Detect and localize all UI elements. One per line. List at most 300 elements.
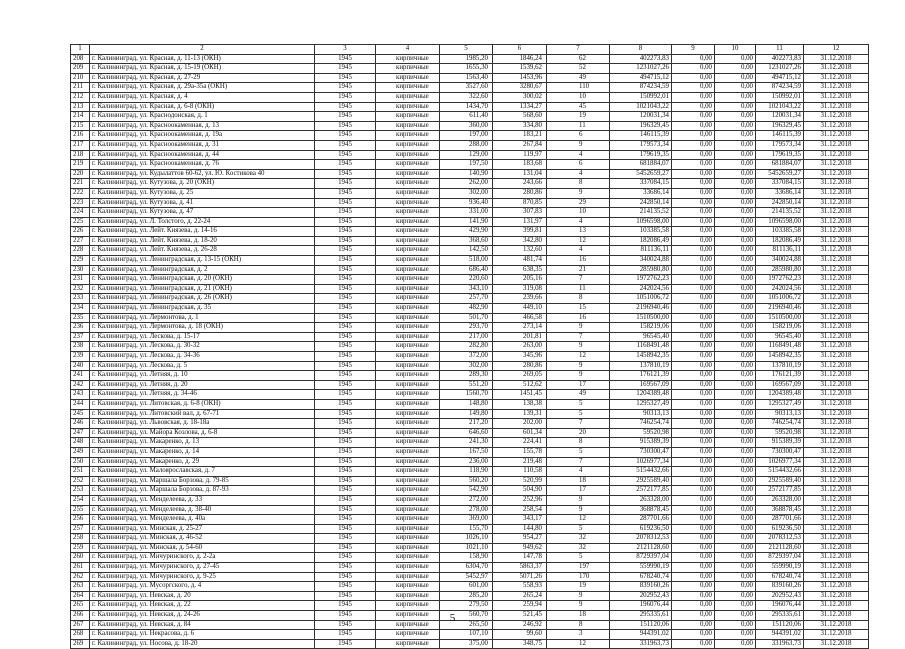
table-cell: 31.12.2018 xyxy=(804,572,869,582)
table-cell: 343,10 xyxy=(440,284,493,294)
table-cell: 402273,83 xyxy=(610,54,672,64)
table-cell: 1945 xyxy=(315,160,376,170)
table-cell: 0,00 xyxy=(672,236,715,246)
table-cell: 1945 xyxy=(315,294,376,304)
table-cell: 2925589,40 xyxy=(756,476,804,486)
table-row xyxy=(71,294,869,304)
table-cell: 33686,14 xyxy=(756,188,804,198)
table-cell: 619236,50 xyxy=(756,524,804,534)
table-cell: 10 xyxy=(547,208,610,218)
table-cell: 210 xyxy=(71,73,90,83)
table-cell: 265,50 xyxy=(440,620,493,630)
table-cell: 31.12.2018 xyxy=(804,294,869,304)
table-cell: 319,08 xyxy=(493,284,547,294)
table-cell: 31.12.2018 xyxy=(804,457,869,467)
table-cell: 260 xyxy=(71,553,90,563)
table-cell: 1945 xyxy=(315,371,376,381)
table-cell: 263328,00 xyxy=(610,495,672,505)
table-cell: 32 xyxy=(547,534,610,544)
table-row xyxy=(71,457,869,467)
table-cell: 7 xyxy=(547,275,610,285)
table-cell: 1560,70 xyxy=(440,390,493,400)
table-cell: г. Калининград, ул. Красноокаменная, д. 19а xyxy=(90,131,315,141)
table-cell: 1204389,48 xyxy=(610,390,672,400)
table-cell: 257,70 xyxy=(440,294,493,304)
table-cell: 0,00 xyxy=(715,140,756,150)
table-cell: 542,90 xyxy=(440,486,493,496)
table-cell: 429,90 xyxy=(440,227,493,237)
table-cell: 31.12.2018 xyxy=(804,620,869,630)
table-cell: кирпичные xyxy=(376,179,440,189)
table-cell: 368878,45 xyxy=(756,505,804,515)
table-cell: 221 xyxy=(71,179,90,189)
table-cell: 280,86 xyxy=(493,361,547,371)
table-cell: 225 xyxy=(71,217,90,227)
table-cell: 9 xyxy=(547,342,610,352)
table-cell: 13 xyxy=(547,227,610,237)
table-cell: 9 xyxy=(547,601,610,611)
table-row xyxy=(71,208,869,218)
table-cell: 219 xyxy=(71,160,90,170)
table-cell: 1458942,35 xyxy=(756,352,804,362)
table-cell: 8 xyxy=(547,438,610,448)
table-cell: 375,00 xyxy=(440,639,493,649)
table-cell: 17 xyxy=(547,486,610,496)
table-cell: 31.12.2018 xyxy=(804,352,869,362)
column-header: 8 xyxy=(610,45,672,55)
table-cell: 340024,88 xyxy=(610,256,672,266)
table-cell: 0,00 xyxy=(672,467,715,477)
table-cell: 0,00 xyxy=(672,246,715,256)
table-cell: г. Калининград, ул. Макаренко, д. 13 xyxy=(90,438,315,448)
table-cell: 197,50 xyxy=(440,160,493,170)
table-row xyxy=(71,486,869,496)
table-cell: 0,00 xyxy=(672,582,715,592)
table-cell: 1945 xyxy=(315,236,376,246)
table-cell: г. Калининград, ул. Невская, д. 24-26 xyxy=(90,611,315,621)
table-cell: 31.12.2018 xyxy=(804,476,869,486)
table-cell: 0,00 xyxy=(672,342,715,352)
table-cell: 0,00 xyxy=(672,150,715,160)
table-cell: 348,75 xyxy=(493,639,547,649)
column-header: 10 xyxy=(715,45,756,55)
table-cell: 7 xyxy=(547,457,610,467)
table-cell: 0,00 xyxy=(672,505,715,515)
table-cell: 31.12.2018 xyxy=(804,505,869,515)
table-cell: 2121128,60 xyxy=(610,543,672,553)
table-cell: 239 xyxy=(71,352,90,362)
table-cell: 6 xyxy=(547,160,610,170)
table-cell: г. Калининград, ул. Ленинградская, д. 26 (ОКН) xyxy=(90,294,315,304)
table-cell: 31.12.2018 xyxy=(804,73,869,83)
table-cell: г. Калининград, ул. Литовская, д. 6-8 (ОКН) xyxy=(90,399,315,409)
table-cell: кирпичные xyxy=(376,352,440,362)
table-cell: 224,41 xyxy=(493,438,547,448)
table-cell: 0,00 xyxy=(672,371,715,381)
table-cell: 1945 xyxy=(315,399,376,409)
table-cell: 302,00 xyxy=(440,188,493,198)
table-cell: 0,00 xyxy=(672,428,715,438)
table-cell: 0,00 xyxy=(715,630,756,640)
table-cell: 839160,26 xyxy=(610,582,672,592)
table-cell: 1846,24 xyxy=(493,54,547,64)
table-cell: 226 xyxy=(71,227,90,237)
table-cell: кирпичные xyxy=(376,304,440,314)
table-cell: 107,10 xyxy=(440,630,493,640)
table-cell: 1945 xyxy=(315,630,376,640)
table-cell: 285980,80 xyxy=(756,265,804,275)
table-cell: 233 xyxy=(71,294,90,304)
table-cell: 0,00 xyxy=(715,284,756,294)
table-cell: г. Калининград, ул. Менделеева, д. 38-40 xyxy=(90,505,315,515)
table-cell: 1945 xyxy=(315,102,376,112)
table-cell: 196329,45 xyxy=(756,121,804,131)
table-cell: 0,00 xyxy=(672,256,715,266)
table-row xyxy=(71,54,869,64)
table-row xyxy=(71,572,869,582)
table-cell: 0,00 xyxy=(672,169,715,179)
table-cell: 31.12.2018 xyxy=(804,438,869,448)
table-cell: кирпичные xyxy=(376,92,440,102)
table-cell: 31.12.2018 xyxy=(804,265,869,275)
table-cell: 0,00 xyxy=(672,534,715,544)
table-cell: 1945 xyxy=(315,428,376,438)
table-cell: 0,00 xyxy=(672,390,715,400)
table-cell: 1096598,00 xyxy=(756,217,804,227)
table-cell: 0,00 xyxy=(715,294,756,304)
table-cell: 137810,19 xyxy=(756,361,804,371)
table-cell: 568,60 xyxy=(493,112,547,122)
table-cell: 31.12.2018 xyxy=(804,591,869,601)
table-row xyxy=(71,563,869,573)
table-cell: 512,62 xyxy=(493,380,547,390)
table-cell: 217,20 xyxy=(440,419,493,429)
table-cell: 0,00 xyxy=(715,64,756,74)
table-row xyxy=(71,409,869,419)
table-row xyxy=(71,601,869,611)
table-cell: 368,60 xyxy=(440,236,493,246)
table-cell: 1945 xyxy=(315,553,376,563)
table-cell: г. Калининград, ул. Красная, д. 29а-35а (ОКН) xyxy=(90,83,315,93)
table-cell: 730300,47 xyxy=(610,447,672,457)
table-row xyxy=(71,582,869,592)
table-cell: 1945 xyxy=(315,92,376,102)
table-cell: 288,00 xyxy=(440,140,493,150)
table-cell: 31.12.2018 xyxy=(804,112,869,122)
table-cell: 0,00 xyxy=(715,591,756,601)
table-cell: г. Калининград, ул. Минская, д. 54-60 xyxy=(90,543,315,553)
table-cell: 31.12.2018 xyxy=(804,188,869,198)
table-cell: 263,00 xyxy=(493,342,547,352)
table-cell: 1945 xyxy=(315,83,376,93)
table-row xyxy=(71,399,869,409)
table-cell: 1945 xyxy=(315,227,376,237)
table-cell: 2121128,60 xyxy=(756,543,804,553)
table-cell: 129,00 xyxy=(440,150,493,160)
table-cell: кирпичные xyxy=(376,313,440,323)
table-cell: 0,00 xyxy=(672,284,715,294)
table-cell: 1945 xyxy=(315,150,376,160)
table-cell: 1945 xyxy=(315,188,376,198)
table-cell: кирпичные xyxy=(376,486,440,496)
table-cell: 0,00 xyxy=(715,217,756,227)
table-cell: 368878,45 xyxy=(610,505,672,515)
table-cell: 295335,61 xyxy=(610,611,672,621)
table-cell: 234 xyxy=(71,304,90,314)
table-cell: г. Калининград, ул. Лейт. Князева, д. 14-16 xyxy=(90,227,315,237)
table-cell: 0,00 xyxy=(715,188,756,198)
table-cell: 678240,74 xyxy=(756,572,804,582)
table-cell: 20 xyxy=(547,428,610,438)
table-cell: 285980,80 xyxy=(610,265,672,275)
table-cell: 0,00 xyxy=(715,534,756,544)
table-cell: кирпичные xyxy=(376,630,440,640)
table-cell: 6304,70 xyxy=(440,563,493,573)
table-cell: 1945 xyxy=(315,73,376,83)
table-cell: 1510500,00 xyxy=(610,313,672,323)
table-cell: 31.12.2018 xyxy=(804,380,869,390)
table-row xyxy=(71,217,869,227)
table-row xyxy=(71,467,869,477)
table-cell: 874234,59 xyxy=(756,83,804,93)
table-cell: 31.12.2018 xyxy=(804,304,869,314)
table-cell: кирпичные xyxy=(376,246,440,256)
table-cell: 5452659,27 xyxy=(610,169,672,179)
table-row xyxy=(71,160,869,170)
table-cell: 151120,06 xyxy=(756,620,804,630)
table-row xyxy=(71,390,869,400)
table-cell: 1451,45 xyxy=(493,390,547,400)
column-header: 9 xyxy=(672,45,715,55)
table-cell: 0,00 xyxy=(715,275,756,285)
table-cell: 1945 xyxy=(315,169,376,179)
table-cell: 560,70 xyxy=(440,611,493,621)
table-cell: 236 xyxy=(71,323,90,333)
table-cell: кирпичные xyxy=(376,371,440,381)
table-cell: 196076,44 xyxy=(756,601,804,611)
table-cell: 0,00 xyxy=(672,572,715,582)
table-cell: 31.12.2018 xyxy=(804,390,869,400)
table-cell: 0,00 xyxy=(715,476,756,486)
table-cell: 240 xyxy=(71,361,90,371)
table-cell: 0,00 xyxy=(672,102,715,112)
table-cell: 1945 xyxy=(315,591,376,601)
table-cell: кирпичные xyxy=(376,275,440,285)
table-cell: 96545,40 xyxy=(610,332,672,342)
table-cell: 228 xyxy=(71,246,90,256)
table-cell: 5452,97 xyxy=(440,572,493,582)
table-cell: 227 xyxy=(71,236,90,246)
table-cell: 208 xyxy=(71,54,90,64)
table-cell: г. Калининград, ул. Лескова, д. 30-32 xyxy=(90,342,315,352)
table-cell: 2196940,46 xyxy=(610,304,672,314)
table-cell: г. Калининград, ул. Красноокаменная, д. 13 xyxy=(90,121,315,131)
table-cell: г. Калининград, ул. Некрасова, д. 6 xyxy=(90,630,315,640)
table-row xyxy=(71,495,869,505)
table-cell: 146115,39 xyxy=(756,131,804,141)
table-cell: 1945 xyxy=(315,304,376,314)
table-cell: 31.12.2018 xyxy=(804,486,869,496)
table-cell: 619236,50 xyxy=(610,524,672,534)
table-cell: 31.12.2018 xyxy=(804,217,869,227)
table-cell: 1945 xyxy=(315,54,376,64)
table-cell: 551,20 xyxy=(440,380,493,390)
table-cell: 1945 xyxy=(315,361,376,371)
table-cell: 0,00 xyxy=(715,121,756,131)
table-cell: кирпичные xyxy=(376,505,440,515)
table-cell: 132,60 xyxy=(493,246,547,256)
table-cell: 3527,60 xyxy=(440,83,493,93)
table-cell: кирпичные xyxy=(376,83,440,93)
table-cell: г. Калининград, ул. Ленинградская, д. 13-15 (ОКН) xyxy=(90,256,315,266)
table-cell: 331963,73 xyxy=(756,639,804,649)
table-cell: 110,58 xyxy=(493,467,547,477)
table-cell: 272,00 xyxy=(440,495,493,505)
table-cell: 746254,74 xyxy=(756,419,804,429)
table-cell: 8 xyxy=(547,179,610,189)
table-cell: 402273,83 xyxy=(756,54,804,64)
table-cell: 6 xyxy=(547,131,610,141)
table-cell: 31.12.2018 xyxy=(804,121,869,131)
table-cell: 1458942,35 xyxy=(610,352,672,362)
table-cell: 1655,30 xyxy=(440,64,493,74)
table-cell: 2925589,40 xyxy=(610,476,672,486)
table-cell: 1945 xyxy=(315,457,376,467)
table-cell: 31.12.2018 xyxy=(804,371,869,381)
table-cell: 242024,56 xyxy=(756,284,804,294)
table-cell: 31.12.2018 xyxy=(804,313,869,323)
table-cell: 3 xyxy=(547,630,610,640)
table-cell: 372,00 xyxy=(440,352,493,362)
table-cell: 59520,98 xyxy=(756,428,804,438)
table-cell: 96545,40 xyxy=(756,332,804,342)
table-cell: 0,00 xyxy=(672,438,715,448)
table-cell: 140,90 xyxy=(440,169,493,179)
table-cell: 340024,88 xyxy=(756,256,804,266)
table-cell: 0,00 xyxy=(715,92,756,102)
table-cell: 1945 xyxy=(315,601,376,611)
table-cell: 601,34 xyxy=(493,428,547,438)
table-body xyxy=(71,54,869,649)
table-cell: 220,60 xyxy=(440,275,493,285)
table-cell: 142,50 xyxy=(440,246,493,256)
table-cell: 8 xyxy=(547,294,610,304)
table-cell: 0,00 xyxy=(715,524,756,534)
table-cell: кирпичные xyxy=(376,150,440,160)
table-cell: 0,00 xyxy=(672,639,715,649)
table-cell: 214135,52 xyxy=(610,208,672,218)
table-cell: 90313,13 xyxy=(610,409,672,419)
table-cell: 1026,10 xyxy=(440,534,493,544)
table-cell: г. Калининград, ул. Невская, д. 20 xyxy=(90,591,315,601)
table-cell: 0,00 xyxy=(715,208,756,218)
table-cell: г. Калининград, ул. Мичуринского, д. 9-25 xyxy=(90,572,315,582)
table-cell: 224 xyxy=(71,208,90,218)
table-cell: 686,40 xyxy=(440,265,493,275)
table-cell: 31.12.2018 xyxy=(804,198,869,208)
table-cell: 1945 xyxy=(315,438,376,448)
table-cell: 0,00 xyxy=(672,352,715,362)
table-cell: 611,40 xyxy=(440,112,493,122)
table-cell: 285,20 xyxy=(440,591,493,601)
table-cell: кирпичные xyxy=(376,284,440,294)
table-cell: кирпичные xyxy=(376,457,440,467)
table-row xyxy=(71,630,869,640)
table-cell: 179619,35 xyxy=(756,150,804,160)
table-cell: кирпичные xyxy=(376,332,440,342)
table-cell: 1945 xyxy=(315,524,376,534)
table-cell: г. Калининград, ул. Летняя, д. 20 xyxy=(90,380,315,390)
table-cell: г. Калининград, ул. Кутузова, д. 41 xyxy=(90,198,315,208)
table-cell: 343,17 xyxy=(493,515,547,525)
table-cell: 1945 xyxy=(315,217,376,227)
table-row xyxy=(71,73,869,83)
table-cell: 12 xyxy=(547,352,610,362)
table-cell: 158219,06 xyxy=(756,323,804,333)
table-cell: 5 xyxy=(547,447,610,457)
table-cell: 5071,26 xyxy=(493,572,547,582)
table-cell: г. Калининград, ул. Минская, д. 25-27 xyxy=(90,524,315,534)
table-cell: 1945 xyxy=(315,198,376,208)
table-cell: 250 xyxy=(71,457,90,467)
table-cell: 0,00 xyxy=(715,112,756,122)
table-cell: 1945 xyxy=(315,467,376,477)
table-cell: 31.12.2018 xyxy=(804,54,869,64)
table-cell: 0,00 xyxy=(672,563,715,573)
table-cell: 0,00 xyxy=(715,131,756,141)
table-cell: 0,00 xyxy=(672,188,715,198)
table-cell: 295335,61 xyxy=(756,611,804,621)
table-row xyxy=(71,236,869,246)
table-cell: 155,78 xyxy=(493,447,547,457)
table-cell: 8 xyxy=(547,620,610,630)
table-cell: 179619,35 xyxy=(610,150,672,160)
table-cell: 15 xyxy=(547,304,610,314)
table-cell: 263328,00 xyxy=(756,495,804,505)
table-cell: 144,80 xyxy=(493,524,547,534)
table-cell: 0,00 xyxy=(672,275,715,285)
table-cell: кирпичные xyxy=(376,409,440,419)
table-cell: 0,00 xyxy=(672,447,715,457)
table-row xyxy=(71,121,869,131)
table-cell: кирпичные xyxy=(376,112,440,122)
table-cell: 1985,20 xyxy=(440,54,493,64)
table-cell: 839160,26 xyxy=(756,582,804,592)
table-cell: 337084,15 xyxy=(756,179,804,189)
table-cell: 5863,37 xyxy=(493,563,547,573)
table-cell: кирпичные xyxy=(376,553,440,563)
table-cell: 18 xyxy=(547,476,610,486)
table-cell: 103385,58 xyxy=(610,227,672,237)
table-cell: 0,00 xyxy=(715,582,756,592)
table-cell: кирпичные xyxy=(376,323,440,333)
table-cell: 811136,11 xyxy=(756,246,804,256)
table-cell: 9 xyxy=(547,323,610,333)
table-cell: 59520,98 xyxy=(610,428,672,438)
table-cell: 0,00 xyxy=(672,54,715,64)
table-cell: 1051006,72 xyxy=(756,294,804,304)
table-cell: 269 xyxy=(71,639,90,649)
table-cell: 1945 xyxy=(315,131,376,141)
column-header: 2 xyxy=(90,45,315,55)
table-cell: 0,00 xyxy=(672,457,715,467)
column-header: 1 xyxy=(71,45,90,55)
table-cell: 45 xyxy=(547,102,610,112)
table-cell: 1021,10 xyxy=(440,543,493,553)
table-cell: 1945 xyxy=(315,534,376,544)
table-cell: 167,50 xyxy=(440,447,493,457)
table-cell: 0,00 xyxy=(715,543,756,553)
